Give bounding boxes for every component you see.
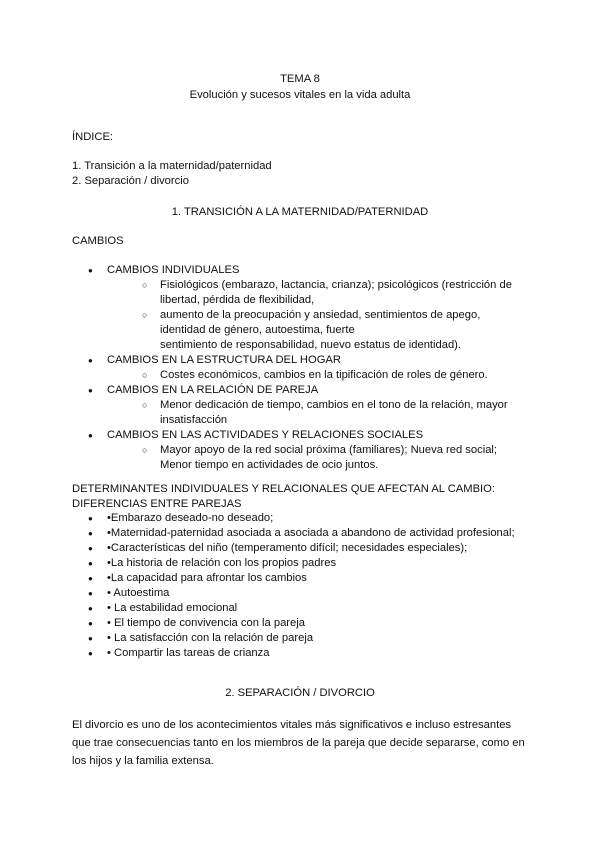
determinants-heading: DETERMINANTES INDIVIDUALES Y RELACIONALES QUE AFECTAN AL CAMBIO: DIFERENCIAS ENTRE PAREJAS: [72, 483, 495, 510]
change-item: ● CAMBIOS EN LA RELACIÓN DE PAREJA: [72, 383, 528, 398]
change-item: ● CAMBIOS EN LA ESTRUCTURA DEL HOGAR: [72, 353, 528, 368]
determinant-item: ● • La estabilidad emocional: [72, 601, 528, 616]
determinant-item: ● • Compartir las tareas de crianza: [72, 646, 528, 661]
determinant-item: ● •La historia de relación con los propios padres: [72, 556, 528, 571]
paragraph-text: El divorcio es uno de los acontecimientos vitales más significativos e incluso estresantes que trae consecuencias tanto en los miembros de la pareja que decide separarse, como en los hijos y la familia extensa.: [72, 719, 525, 767]
section2-heading: 2. SEPARACIÓN / DIVORCIO: [225, 687, 375, 699]
change-subitem: ○ Mayor apoyo de la red social próxima (familiares); Nueva red social; Menor tiempo en actividades de ocio juntos.: [72, 443, 528, 473]
section2-paragraph: [72, 716, 528, 770]
determinant-item: ● •Maternidad-paternidad asociada a asociada a abandono de actividad profesional;: [72, 526, 528, 541]
index-heading: ÍNDICE:: [72, 131, 114, 143]
change-item: ● CAMBIOS EN LAS ACTIVIDADES Y RELACIONES SOCIALES: [72, 428, 528, 443]
index-item: 2. Separación / divorcio: [72, 175, 189, 187]
document-title: TEMA 8: [280, 73, 320, 85]
determinant-item: ● • Autoestima: [72, 586, 528, 601]
index-item: 1. Transición a la maternidad/paternidad: [72, 160, 272, 172]
changes-list: [72, 263, 528, 473]
change-subitem: ○ aumento de la preocupación y ansiedad, sentimientos de apego, identidad de género, autoestima, fuerte: [72, 308, 528, 338]
change-subitem: ○ Menor dedicación de tiempo, cambios en el tono de la relación, mayor insatisfacción: [72, 398, 528, 428]
change-item: ● CAMBIOS INDIVIDUALES: [72, 263, 528, 278]
change-subitem: ○ Costes económicos, cambios en la tipificación de roles de género.: [72, 368, 528, 383]
index-list: [72, 159, 528, 189]
section1-heading: 1. TRANSICIÓN A LA MATERNIDAD/PATERNIDAD: [171, 206, 429, 218]
determinant-item: ● • El tiempo de convivencia con la pareja: [72, 616, 528, 631]
document-subtitle: Evolución y sucesos vitales en la vida adulta: [189, 89, 411, 101]
determinant-item: ● • La satisfacción con la relación de pareja: [72, 631, 528, 646]
change-subitem: ○ Fisiológicos (embarazo, lactancia, crianza); psicológicos (restricción de libertad, pérdida de flexibilidad,: [72, 278, 528, 308]
change-subitem-continuation: sentimiento de responsabilidad, nuevo estatus de identidad).: [160, 339, 462, 351]
determinant-item: ● •Embarazo deseado-no deseado;: [72, 511, 528, 526]
changes-heading: CAMBIOS: [72, 235, 124, 247]
determinant-item: ● •Características del niño (temperamento difícil; necesidades especiales);: [72, 541, 528, 556]
determinant-item: ● •La capacidad para afrontar los cambios: [72, 571, 528, 586]
determinants-list: [72, 511, 528, 661]
